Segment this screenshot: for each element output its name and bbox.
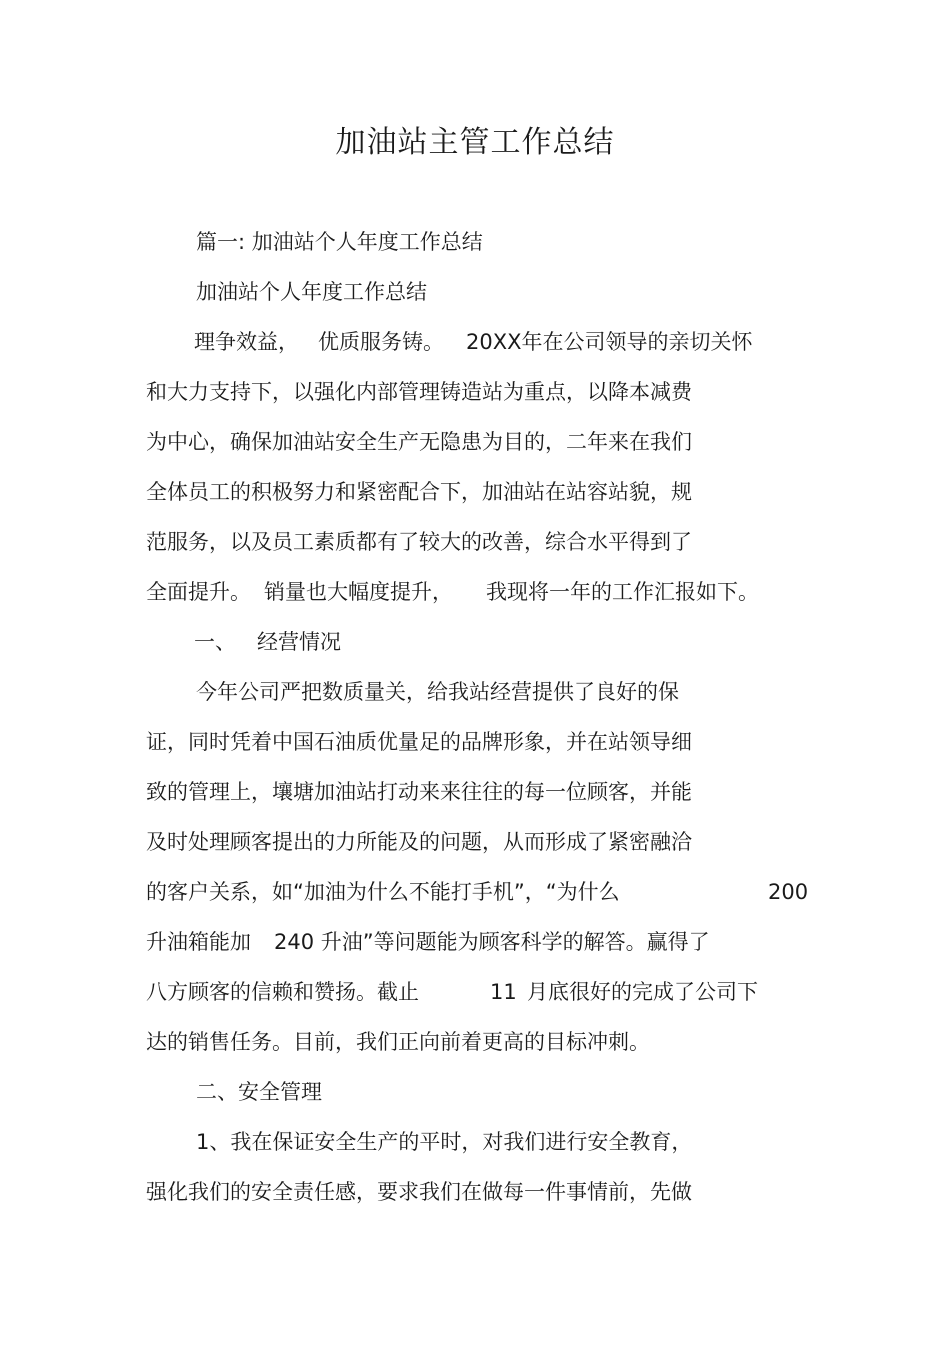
section-subtitle: 加油站个人年度工作总结	[196, 280, 427, 304]
paragraph-line: 范服务，以及员工素质都有了较大的改善，综合水平得到了	[146, 530, 692, 554]
text-segment: 20XX年在公司领导的亲切关怀	[466, 330, 753, 354]
text-segment: 的客户关系，如“加油为什么不能打手机”，“为什么	[146, 880, 620, 904]
section-heading: 篇一: 加油站个人年度工作总结	[196, 230, 483, 254]
paragraph-line: 致的管理上，壤塘加油站打动来来往往的每一位顾客，并能	[146, 780, 692, 804]
paragraph-line: 及时处理顾客提出的力所能及的问题，从而形成了紧密融洽	[146, 830, 692, 854]
paragraph-line: 证，同时凭着中国石油质优量足的品牌形象，并在站领导细	[146, 730, 692, 754]
paragraph-line: 达的销售任务。目前，我们正向前着更高的目标冲刺。	[146, 1030, 650, 1054]
subsection-heading: 二、安全管理	[196, 1080, 322, 1104]
document-title: 加油站主管工作总结	[335, 125, 615, 160]
paragraph-line: 全体员工的积极努力和紧密配合下，加油站在站容站貌，规	[146, 480, 692, 504]
paragraph-line: 1、我在保证安全生产的平时，对我们进行安全教育，	[196, 1130, 693, 1154]
paragraph-line: 今年公司严把数质量关，给我站经营提供了良好的保	[196, 680, 679, 704]
heading-number: 一、	[194, 630, 236, 654]
text-segment: 11	[490, 980, 517, 1004]
paragraph-line: 和大力支持下，以强化内部管理铸造站为重点，以降本减费	[146, 380, 692, 404]
paragraph-line	[0, 877, 950, 907]
text-segment: 优质服务铸。	[318, 330, 444, 354]
text-segment: 销量也大幅度提升，	[264, 580, 453, 604]
paragraph-line	[0, 577, 950, 607]
text-segment: 理争效益，	[194, 330, 299, 354]
paragraph-line: 强化我们的安全责任感，要求我们在做每一件事情前，先做	[146, 1180, 692, 1204]
text-segment: 240 升油”等问题能为顾客科学的解答。赢得了	[274, 930, 710, 954]
paragraph-line	[0, 327, 950, 357]
text-segment: 月底很好的完成了公司下	[527, 980, 758, 1004]
subsection-heading	[0, 627, 950, 657]
text-segment: 200	[768, 880, 809, 904]
text-segment: 我现将一年的工作汇报如下。	[486, 580, 759, 604]
text-segment: 八方顾客的信赖和赞扬。截止	[146, 980, 419, 1004]
paragraph-line	[0, 927, 950, 957]
heading-text: 经营情况	[257, 630, 341, 654]
text-segment: 升油箱能加	[146, 930, 251, 954]
paragraph-line	[0, 977, 950, 1007]
text-segment: 全面提升。	[146, 580, 251, 604]
paragraph-line: 为中心，确保加油站安全生产无隐患为目的，二年来在我们	[146, 430, 692, 454]
